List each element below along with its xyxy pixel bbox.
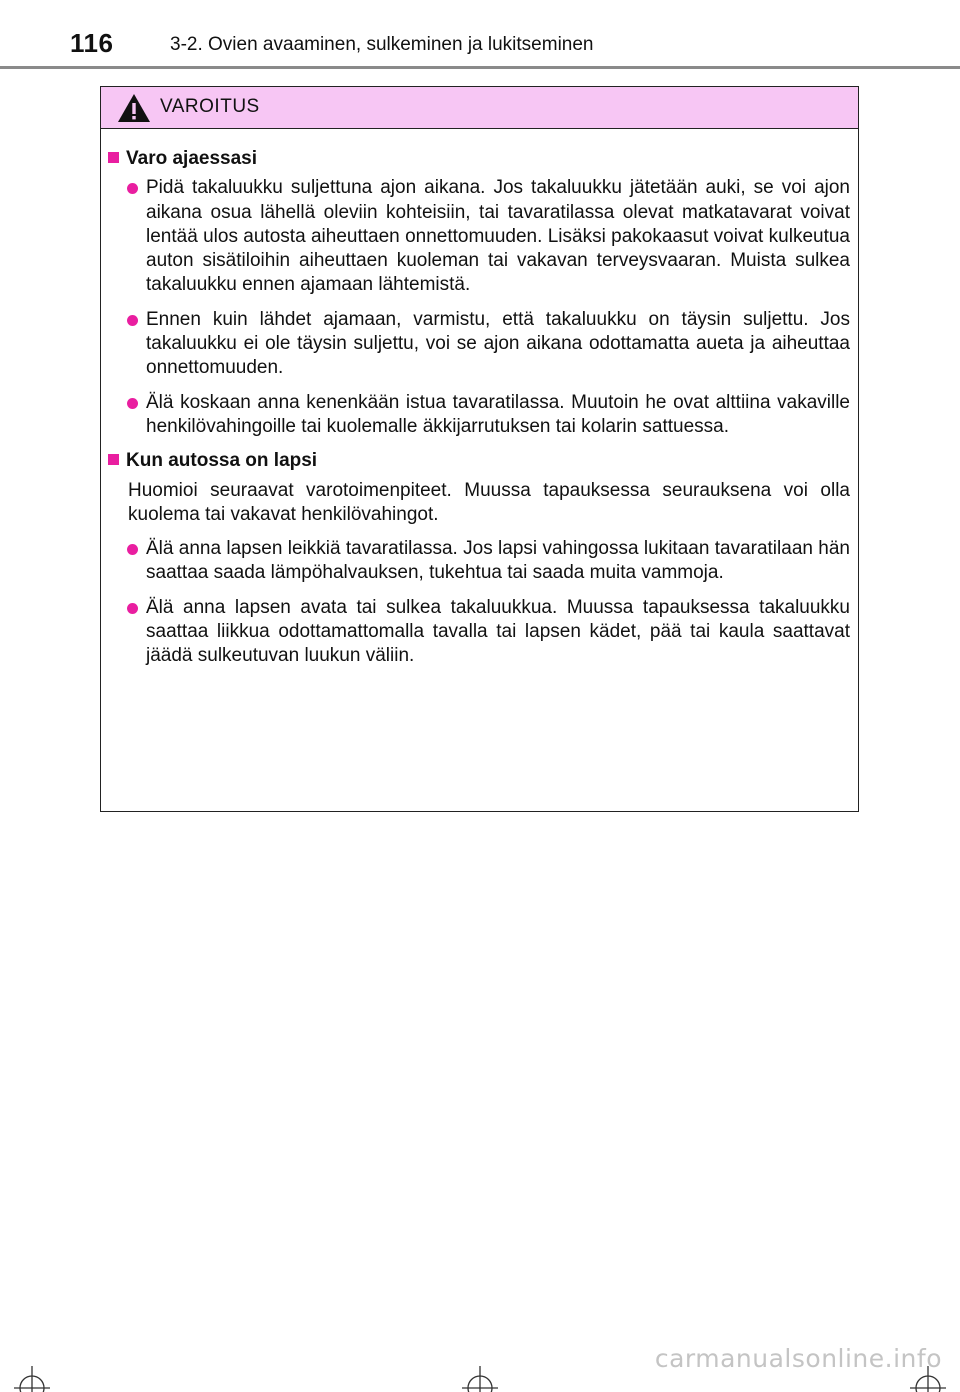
page-footer (0, 1340, 960, 1392)
list-item-text: Älä anna lapsen leikkiä tavaratilassa. Jos lapsi vahingossa lukitaan tavaratilaan hän saattaa saada lämpöhalvauksen, tukehtua tai saada muita vammoja. (146, 538, 850, 584)
watermark: carmanualsonline.info (654, 1344, 942, 1373)
list-item (108, 596, 850, 669)
header-divider (0, 66, 960, 69)
list-item-text: Älä anna lapsen avata tai sulkea takaluukkua. Muussa tapauksessa takaluukku saattaa liikkua odottamattomalla tavalla tai lapsen kädet, pää tai kaula saattavat jäädä sulkeutuvan luukun väliin. (146, 596, 850, 667)
warning-header (101, 87, 858, 129)
page-header (0, 0, 960, 70)
section-title: 3-2. Ovien avaaminen, sulkeminen ja lukitseminen (170, 34, 594, 55)
bullet-dot-icon (127, 398, 138, 409)
section-heading-child (108, 449, 850, 473)
bullet-dot-icon (127, 544, 138, 555)
list-item-text: Ennen kuin lähdet ajamaan, varmistu, että takaluukku on täysin suljettu. Jos takaluukku ei ole täysin suljettu, voi se ajon aikana odottamatta aueta ja aiheuttaa onnettomuuden. (146, 308, 850, 379)
section-marker-icon (108, 454, 119, 465)
list-item (108, 391, 850, 440)
section-heading-driving (108, 147, 850, 171)
section-heading-text: Kun autossa on lapsi (126, 450, 318, 472)
section-heading-text: Varo ajaessasi (126, 148, 257, 169)
crop-mark-icon (462, 1362, 498, 1392)
list-item (108, 537, 850, 586)
warning-box (100, 86, 859, 812)
bullet-dot-icon (127, 183, 138, 194)
bullet-dot-icon (127, 603, 138, 614)
crop-mark-icon (14, 1362, 50, 1392)
section-intro: Huomioi seuraavat varotoimenpiteet. Muussa tapauksessa seurauksena voi olla kuolema tai vakavat henkilövahingot. (128, 479, 850, 525)
page-number: 116 (70, 28, 114, 58)
list-item (108, 308, 850, 381)
bullet-dot-icon (127, 315, 138, 326)
warning-body (101, 129, 858, 669)
warning-label: VAROITUS (160, 96, 260, 117)
section-marker-icon (108, 152, 119, 163)
list-item (108, 176, 850, 297)
list-item-text: Pidä takaluukku suljettuna ajon aikana. Jos takaluukku jätetään auki, se voi ajon aikana osua lähellä oleviin kohteisiin, tai tavaratilassa olevat matkatavarat voivat lentää ulos autosta aiheuttaen onnettomuuden. Lisäksi pakokaasut voivat kulkeutua auton sisätiloihin aiheuttaen kuoleman tai vakavan terveysvaaran. Muista sulkea takaluukku ennen ajamaan lähtemistä. (146, 177, 850, 296)
warning-triangle-icon (117, 93, 151, 123)
list-item-text: Älä koskaan anna kenenkään istua tavaratilassa. Muutoin he ovat alttiina vakaville henkilövahingoille tai kuolemalle äkkijarrutuksen tai kolarin sattuessa. (146, 391, 850, 437)
